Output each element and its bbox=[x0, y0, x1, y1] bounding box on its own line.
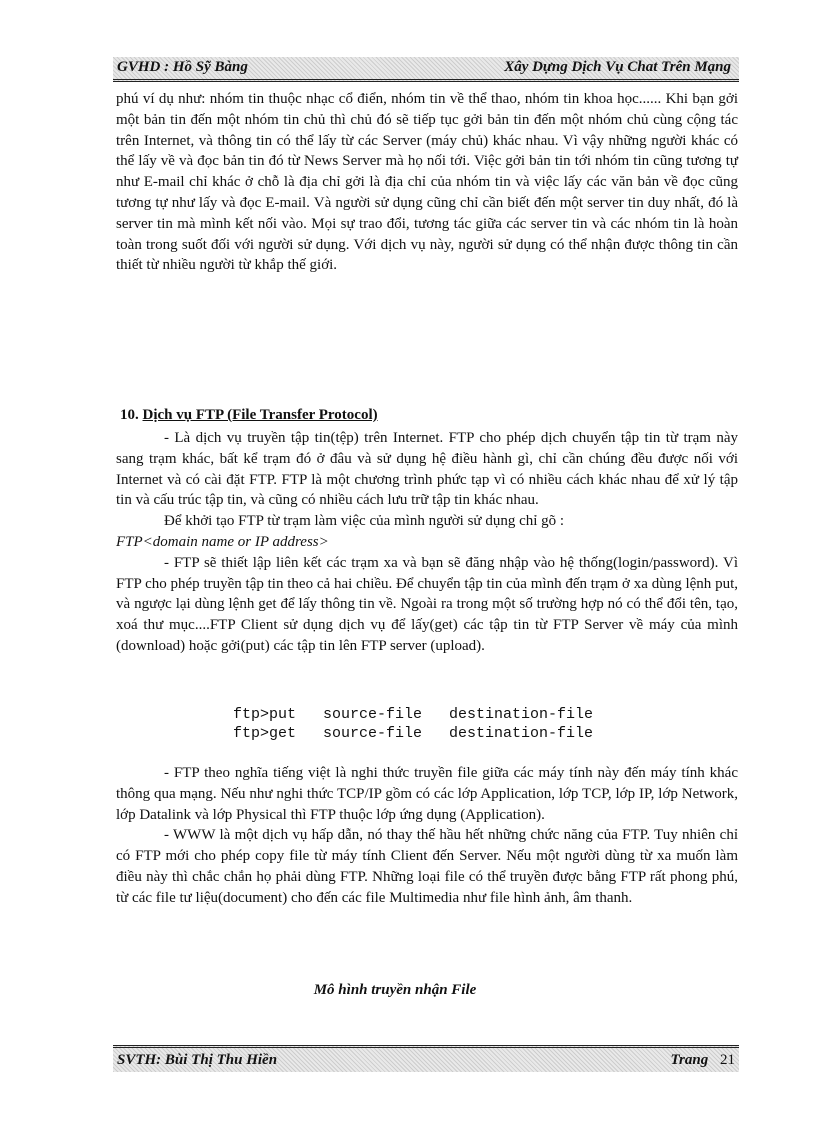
intro-paragraph: phú ví dụ như: nhóm tin thuộc nhạc cổ điển, nhóm tin về thể thao, nhóm tin khoa học...... Khi bạn gởi một bản tin đến một nhóm tin chủ thì chủ đó sẽ tiếp tục gởi bản tin đến một nhóm chủ cùng cộng tác trên Internet, và thông tin có thể lấy từ các Server (máy chủ) khác nhau. Vì vậy những người khác có thể lấy về và đọc bản tin đó từ News Server mà họ nối tới. Việc gởi bản tin tới nhóm tin cũng tương tự như E-mail chỉ khác ở chỗ là địa chỉ gởi là địa chỉ của nhóm tin và việc lấy các văn bản về đọc cũng tương tự như lấy và đọc E-mail. Và người sử dụng cũng chỉ cần biết đến một server tin duy nhất, đó là server tin mà mình kết nối vào. Mọi sự trao đổi, tương tác giữa các server tin và các nhóm tin là hoàn toàn trong suốt đối với người sử dụng. Với dịch vụ này, người sử dụng có thể nhận được thông tin cần thiết từ nhiều người từ khắp thế giới. bbox=[116, 91, 738, 274]
more-paragraph-2: - WWW là một dịch vụ hấp dẫn, nó thay thế hầu hết những chức năng của FTP. Tuy nhiên chỉ có FTP mới cho phép copy file từ máy tính Client đến Server. Nếu một người dùng từ xa muốn làm điều này thì chắc chắn họ phải dùng FTP. Những loại file có thể truyền được bằng FTP rất phong phú, từ các file tư liệu(document) cho đến các file Multimedia như file hình ảnh, âm thanh. bbox=[116, 827, 738, 906]
ftp-paragraph-1: - Là dịch vụ truyền tập tin(tệp) trên Internet. FTP cho phép dịch chuyển tập tin từ trạm này sang trạm khác, bất kể trạm đó ở đâu và sử dụng hệ điều hành gì, chỉ cần chúng đều được nối với Internet và có cài đặt FTP. FTP là một chương trình phức tạp vì có nhiều cách khác nhau để xử lý tập tin và cấu trúc tập tin, và cũng có nhiều cách lưu trữ tập tin khác nhau. bbox=[116, 430, 738, 509]
code-line-get: ftp>get source-file destination-file bbox=[233, 725, 594, 742]
intro-block bbox=[116, 89, 738, 276]
code-block bbox=[233, 705, 593, 743]
section-title: Dịch vụ FTP (File Transfer Protocol) bbox=[142, 407, 378, 423]
header-advisor: GVHD : Hồ Sỹ Bàng bbox=[117, 59, 248, 75]
section-heading bbox=[120, 407, 378, 424]
ftp-paragraph-3: - FTP sẽ thiết lập liên kết các trạm xa và bạn sẽ đăng nhập vào hệ thống(login/password). Vì FTP cho phép truyền tập tin theo cả hai chiều. Để chuyển tập tin của mình đến trạm ở xa dùng lệnh put, và ngược lại dùng lệnh get để lấy thông tin về. Ngoài ra trong một số trường hợp nó có thể đổi tên, tạo, xoá thư mục....FTP Client sử dụng dịch vụ để lấy(get) các tập tin từ FTP Server về máy của mình (download) hoặc gởi(put) các tập tin lên FTP server (upload). bbox=[116, 554, 738, 654]
footer-page bbox=[670, 1052, 735, 1069]
page-label: Trang bbox=[670, 1052, 709, 1068]
ftp-syntax: FTP<domain name or IP address> bbox=[116, 533, 329, 550]
ftp-block bbox=[116, 428, 738, 657]
section-number: 10. bbox=[120, 407, 139, 423]
page-number: 21 bbox=[720, 1052, 735, 1068]
more-block bbox=[116, 763, 738, 909]
page-footer bbox=[113, 1045, 739, 1072]
more-paragraph-1: - FTP theo nghĩa tiếng việt là nghi thức truyền file giữa các máy tính này đến máy tính khác thông qua mạng. Nếu như nghi thức TCP/IP gồm có các lớp Application, lớp TCP, lớp IP, lớp Network, lớp Datalink và lớp Physical thì FTP thuộc lớp ứng dụng (Application). bbox=[116, 765, 738, 823]
header-title: Xây Dựng Dịch Vụ Chat Trên Mạng bbox=[504, 59, 731, 75]
footer-student: SVTH: Bùi Thị Thu Hiền bbox=[117, 1052, 278, 1068]
figure-caption: Mô hình truyền nhận File bbox=[313, 982, 477, 998]
page-header bbox=[113, 57, 739, 82]
code-line-put: ftp>put source-file destination-file bbox=[233, 706, 594, 723]
ftp-paragraph-2: Để khởi tạo FTP từ trạm làm việc của mình người sử dụng chỉ gõ : bbox=[164, 513, 565, 530]
